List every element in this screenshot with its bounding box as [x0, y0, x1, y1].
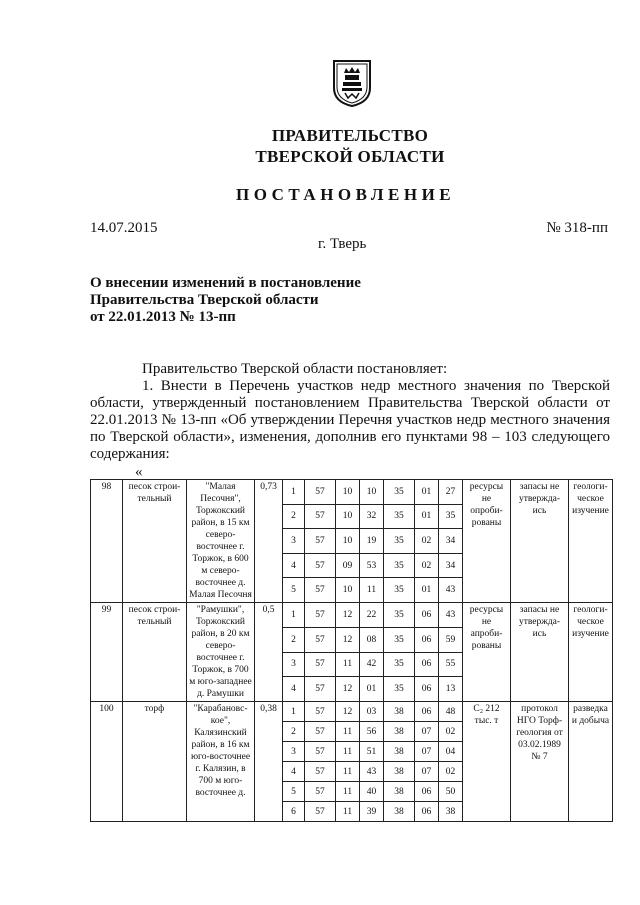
coordinate-cell: 38: [439, 802, 463, 822]
coordinate-cell: 57: [305, 742, 336, 762]
coordinate-cell: 5: [283, 578, 305, 603]
table-row: [91, 702, 613, 722]
coordinate-cell: 6: [283, 802, 305, 822]
coordinate-cell: 10: [336, 504, 360, 529]
coordinate-cell: 59: [439, 627, 463, 652]
mineral-cell: торф: [123, 702, 187, 822]
table-row: [91, 603, 613, 628]
coordinate-cell: 13: [439, 677, 463, 702]
coordinate-cell: 11: [336, 742, 360, 762]
coordinate-cell: 38: [384, 782, 415, 802]
coordinate-cell: 06: [415, 603, 439, 628]
coordinate-cell: 06: [415, 702, 439, 722]
coordinate-cell: 07: [415, 762, 439, 782]
usage-cell: разведка и добыча: [569, 702, 613, 822]
coordinate-cell: 4: [283, 677, 305, 702]
row-number-cell: 98: [91, 480, 123, 603]
document-date: 14.07.2015: [90, 220, 158, 236]
coordinate-cell: 35: [384, 480, 415, 505]
coordinate-cell: 57: [305, 802, 336, 822]
coordinate-cell: 43: [439, 603, 463, 628]
coordinate-cell: 11: [336, 782, 360, 802]
coordinate-cell: 38: [384, 722, 415, 742]
location-cell: "Малая Песочня", Торжокский район, в 15 км северо-восточнее г. Торжок, в 600 м северо-восточнее д. Малая Песочня: [187, 480, 255, 603]
coordinate-cell: 35: [384, 553, 415, 578]
coordinate-cell: 12: [336, 702, 360, 722]
coordinate-cell: 06: [415, 782, 439, 802]
row-number-cell: 100: [91, 702, 123, 822]
coordinate-cell: 11: [336, 722, 360, 742]
open-quote: «: [135, 464, 143, 480]
coordinate-cell: 09: [336, 553, 360, 578]
coordinate-cell: 01: [415, 480, 439, 505]
coordinate-cell: 50: [439, 782, 463, 802]
coordinate-cell: 27: [439, 480, 463, 505]
coordinate-cell: 57: [305, 553, 336, 578]
row-number-cell: 99: [91, 603, 123, 702]
reserves-cell: протокол НГО Торф-геология от 03.02.1989 № 7: [511, 702, 569, 822]
coordinate-cell: 12: [336, 627, 360, 652]
coordinate-cell: 35: [384, 603, 415, 628]
coordinate-cell: 57: [305, 480, 336, 505]
coordinate-cell: 03: [360, 702, 384, 722]
coordinate-cell: 11: [336, 652, 360, 677]
document-subject: [90, 275, 361, 326]
usage-cell: геологи-ческое изучение: [569, 480, 613, 603]
coordinate-cell: 42: [360, 652, 384, 677]
mineral-cell: песок строи-тельный: [123, 480, 187, 603]
coordinate-cell: 06: [415, 802, 439, 822]
coordinate-cell: 32: [360, 504, 384, 529]
coordinate-cell: 57: [305, 504, 336, 529]
reserves-cell: запасы не утвержда-ись: [511, 603, 569, 702]
location-cell: "Карабановс-кое", Калязинский район, в 16 км юго-восточнее г. Калязин, в 700 м юго-восточнее д.: [187, 702, 255, 822]
coordinate-cell: 1: [283, 480, 305, 505]
coordinate-cell: 11: [336, 802, 360, 822]
coordinate-cell: 02: [439, 722, 463, 742]
coordinate-cell: 40: [360, 782, 384, 802]
coordinate-cell: 4: [283, 553, 305, 578]
subject-line: Правительства Тверской области: [90, 292, 319, 308]
document-number: № 318-пп: [546, 220, 608, 236]
coordinate-cell: 56: [360, 722, 384, 742]
coordinate-cell: 11: [360, 578, 384, 603]
location-cell: "Рамушки", Торжокский район, в 20 км северо-восточнее г. Торжок, в 700 м юго-западнее д. Рамушки: [187, 603, 255, 702]
coordinate-cell: 10: [336, 578, 360, 603]
intro-paragraph: Правительство Тверской области постановляет:: [142, 361, 448, 377]
subsoil-areas-table: [90, 479, 613, 822]
coordinate-cell: 10: [336, 480, 360, 505]
coordinate-cell: 3: [283, 742, 305, 762]
coordinate-cell: 35: [384, 652, 415, 677]
coordinate-cell: 48: [439, 702, 463, 722]
coordinate-cell: 57: [305, 677, 336, 702]
coordinate-cell: 43: [360, 762, 384, 782]
coordinate-cell: 51: [360, 742, 384, 762]
coordinate-cell: 38: [384, 802, 415, 822]
coordinate-cell: 06: [415, 627, 439, 652]
coordinate-cell: 57: [305, 603, 336, 628]
coordinate-cell: 04: [439, 742, 463, 762]
coordinate-cell: 06: [415, 652, 439, 677]
coordinate-cell: 2: [283, 504, 305, 529]
coordinate-cell: 35: [384, 677, 415, 702]
coordinate-cell: 19: [360, 529, 384, 554]
coordinate-cell: 38: [384, 702, 415, 722]
coordinate-cell: 57: [305, 578, 336, 603]
coordinate-cell: 06: [415, 677, 439, 702]
coordinate-cell: 34: [439, 529, 463, 554]
resources-cell: ресурсы не опроби-рованы: [463, 480, 511, 603]
coordinate-cell: 08: [360, 627, 384, 652]
reserves-cell: запасы не утвержда-ись: [511, 480, 569, 603]
coordinate-cell: 38: [384, 762, 415, 782]
coordinate-cell: 3: [283, 652, 305, 677]
coordinate-cell: 39: [360, 802, 384, 822]
table-row: [91, 480, 613, 505]
coordinate-cell: 38: [384, 742, 415, 762]
coordinate-cell: 10: [360, 480, 384, 505]
clause-1-paragraph: 1. Внести в Перечень участков недр местного значения по Тверской области, утвержденный постановлением Правительства Тверской области от 22.01.2013 № 13-пп «Об утверждении Перечня участков недр местного значения по Тверской области», изменения, дополнив его пунктами 98 – 103 следующего содержания:: [90, 378, 610, 462]
coordinate-cell: 57: [305, 762, 336, 782]
coordinate-cell: 35: [384, 578, 415, 603]
coordinate-cell: 53: [360, 553, 384, 578]
area-cell: 0,73: [255, 480, 283, 603]
coordinate-cell: 43: [439, 578, 463, 603]
coordinate-cell: 57: [305, 627, 336, 652]
coordinate-cell: 57: [305, 652, 336, 677]
coordinate-cell: 35: [384, 504, 415, 529]
coordinate-cell: 34: [439, 553, 463, 578]
document-type: ПОСТАНОВЛЕНИЕ: [236, 185, 456, 204]
coordinate-cell: 1: [283, 603, 305, 628]
coordinate-cell: 07: [415, 722, 439, 742]
coordinate-cell: 55: [439, 652, 463, 677]
org-name-line2: ТВЕРСКОЙ ОБЛАСТИ: [255, 147, 445, 166]
coordinate-cell: 35: [439, 504, 463, 529]
subject-line: О внесении изменений в постановление: [90, 275, 361, 291]
coordinate-cell: 07: [415, 742, 439, 762]
coordinate-cell: 22: [360, 603, 384, 628]
coordinate-cell: 11: [336, 762, 360, 782]
coordinate-cell: 35: [384, 627, 415, 652]
coordinate-cell: 57: [305, 529, 336, 554]
document-city: г. Тверь: [318, 236, 367, 252]
coordinate-cell: 02: [439, 762, 463, 782]
coordinate-cell: 10: [336, 529, 360, 554]
coordinate-cell: 2: [283, 722, 305, 742]
coordinate-cell: 2: [283, 627, 305, 652]
coordinate-cell: 57: [305, 702, 336, 722]
coordinate-cell: 3: [283, 529, 305, 554]
coordinate-cell: 1: [283, 702, 305, 722]
area-cell: 0,5: [255, 603, 283, 702]
coordinate-cell: 4: [283, 762, 305, 782]
coordinate-cell: 57: [305, 782, 336, 802]
resources-cell: С₂ 212 тыс. т: [463, 702, 511, 822]
coordinate-cell: 01: [415, 578, 439, 603]
mineral-cell: песок строи-тельный: [123, 603, 187, 702]
coordinate-cell: 57: [305, 722, 336, 742]
coordinate-cell: 02: [415, 529, 439, 554]
coordinate-cell: 01: [360, 677, 384, 702]
resources-cell: ресурсы не апроби-рованы: [463, 603, 511, 702]
area-cell: 0,38: [255, 702, 283, 822]
usage-cell: геологи-ческое изучение: [569, 603, 613, 702]
tver-coat-of-arms-icon: [331, 58, 373, 108]
org-name-line1: ПРАВИТЕЛЬСТВО: [271, 126, 429, 145]
coordinate-cell: 12: [336, 603, 360, 628]
coordinate-cell: 35: [384, 529, 415, 554]
coordinate-cell: 01: [415, 504, 439, 529]
coordinate-cell: 5: [283, 782, 305, 802]
subject-line: от 22.01.2013 № 13-пп: [90, 309, 236, 325]
coordinate-cell: 12: [336, 677, 360, 702]
coordinate-cell: 02: [415, 553, 439, 578]
